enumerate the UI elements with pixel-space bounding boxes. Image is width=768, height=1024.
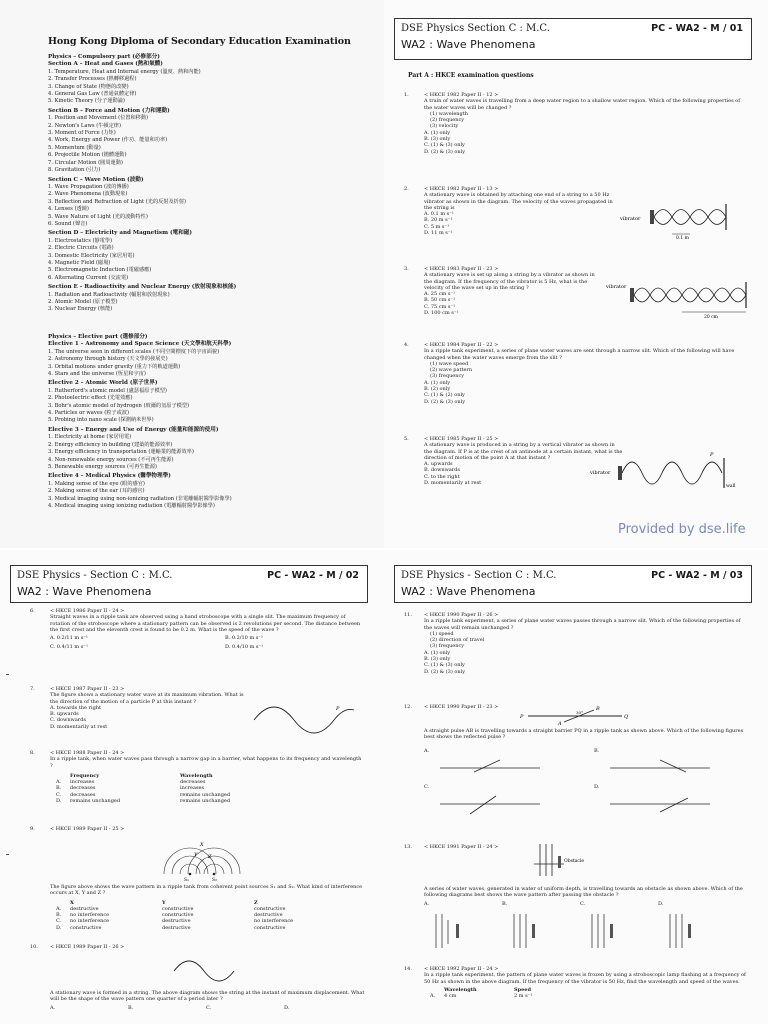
question-number: 14.: [404, 966, 412, 972]
answer-option: C. (1) & (2) only: [424, 392, 465, 399]
question-6: [30, 608, 365, 651]
elective-2-item: 2. Photoelectric effect (光電效應): [48, 395, 133, 402]
section-d-item: 3. Domestic Electricity (家居用電): [48, 252, 135, 259]
answer-option: A. 25 cm s⁻¹: [424, 291, 456, 298]
elective-4-item: 3. Medical imaging using non-ionizing radiation (非電離輻射醫學影像學): [48, 495, 232, 502]
question-number: 2.: [404, 186, 409, 192]
section-b-heading: Section B – Force and Motion (力和運動): [48, 107, 170, 114]
question-9: [30, 884, 365, 931]
compulsory-heading: Physics – Compulsory part (必修部分): [48, 54, 160, 60]
question-source: < HKCE 1983 Paper II - 23 >: [424, 266, 499, 272]
cell: no interference: [70, 912, 110, 919]
reflected-pulse: [474, 760, 500, 772]
answer-option: B. (3) only: [424, 136, 451, 143]
question-stem: In a ripple tank experiment, a series of plane water waves passes through a narrow slit. Which of the following properties of the waves will remain unchanged ?: [424, 618, 741, 631]
row-label: C.: [56, 918, 62, 925]
section-c-item: 1. Wave Propagation (波的傳播): [48, 183, 129, 190]
reflected-pulse: [660, 760, 686, 772]
row-label: B.: [56, 785, 62, 792]
question-statement: (2) frequency: [430, 117, 465, 124]
answer-option: C. 75 cm s⁻¹: [424, 303, 456, 310]
angle-label: 30°: [576, 710, 584, 715]
syllabus-compulsory: [48, 54, 368, 314]
question-statement: (2) direction of travel: [430, 637, 485, 644]
source-label: S₁: [184, 878, 189, 882]
section-a-item: 5. Kinetic Theory (分子運動論): [48, 98, 125, 105]
worksheet-page-1: [384, 0, 768, 548]
answer-option: B. 50 cm s⁻¹: [424, 297, 456, 304]
page-edge-mark: [6, 854, 9, 855]
vibrator-block: [650, 210, 654, 224]
obstacle-block: [558, 856, 561, 868]
q12-option-diagrams: [430, 754, 730, 824]
answer-option: A. (1) only: [424, 649, 451, 656]
section-a-item: 3. Change of State (物態的改變): [48, 83, 129, 90]
question-statement: (1) speed: [430, 630, 454, 637]
question-source: < HKCE 1992 Paper II - 24 >: [424, 966, 499, 972]
point-label: Q: [624, 714, 629, 720]
question-number: 11.: [404, 612, 412, 618]
section-d-item: 1. Electrostatics (靜電學): [48, 237, 113, 244]
question-source: < HKCE 1982 Paper II - 13 >: [424, 186, 499, 192]
cell: constructive: [162, 905, 194, 912]
wavefront: [204, 864, 224, 874]
string-wave: [622, 462, 722, 484]
question-statement: (1) wave speed: [430, 360, 469, 367]
answer-option: A. (1) only: [424, 129, 451, 136]
question-source: < HKCE 1991 Paper II - 24 >: [424, 844, 499, 850]
answer-option: C. 5 m s⁻¹: [424, 223, 450, 230]
elective-4-item: 2. Making sense of the ear (耳的感官): [48, 488, 145, 495]
cell: increases: [70, 779, 95, 786]
column-header: Speed: [514, 986, 531, 993]
row-label: D.: [56, 798, 62, 805]
table-row: [30, 925, 365, 931]
header-code: PC - WA2 - M / 02: [267, 570, 359, 581]
string-wave: [174, 961, 234, 981]
column-header: X: [70, 899, 74, 906]
point-label: P: [710, 452, 714, 458]
header-topic: WA2 : Wave Phenomena: [17, 585, 152, 598]
question-9-heading: [30, 826, 375, 832]
q13-option-diagrams: [430, 910, 730, 954]
elective-4-item: 1. Making sense of the eye (眼的感官): [48, 480, 145, 487]
q2-standing-wave-diagram: [620, 196, 750, 240]
answer-option: A.: [424, 900, 430, 907]
page-edge-mark: [6, 674, 9, 675]
answer-option: D.: [594, 784, 600, 790]
question-number: 1.: [404, 92, 409, 98]
cell: constructive: [254, 905, 286, 912]
question-source: < HKCE 1985 Paper II - 25 >: [424, 436, 499, 442]
question-source: < HKCE 1990 Paper II - 23 >: [424, 704, 499, 710]
elective-1-item: 1. The universe seen in different scales (不同空間標度下的宇宙面貌): [48, 348, 220, 355]
question-number: 5.: [404, 436, 409, 442]
question-source: < HKCE 1989 Paper II - 25 >: [50, 826, 125, 832]
elective-3-heading: Elective 3 – Energy and Use of Energy (能量和能源的使用): [48, 426, 219, 433]
answer-option: D. (2) & (3) only: [424, 668, 466, 675]
wave-trough-line: [634, 288, 746, 302]
question-stem: In a ripple tank, when water waves pass through a narrow gap in a barrier, what happens to its frequency and wavelength ?: [50, 756, 362, 769]
wavefront: [172, 856, 208, 874]
question-statement: (2) wave pattern: [430, 367, 473, 374]
section-c-item: 2. Wave Phenomena (波動現象): [48, 191, 128, 198]
worksheet-page-2: [0, 550, 384, 1024]
question-stem: Straight waves in a ripple tank are observed using a hand stroboscope with a single slit. The maximum frequency of rotation of the stroboscope where a stationary pattern can be observed is 2 revolutions per second. The distance between the first crest and the eleventh crest is found to be 0.2 m. What is the speed of the wave ?: [50, 614, 361, 633]
elective-heading: Physics – Elective part (選修部分): [48, 334, 148, 340]
wavefront: [164, 848, 216, 874]
page-header: [10, 565, 368, 603]
section-c-item: 6. Sound (聲音): [48, 220, 88, 227]
question-12: [404, 728, 749, 741]
answer-option: C.: [580, 900, 586, 907]
question-13: [404, 886, 749, 907]
answer-option: B.: [594, 748, 600, 754]
question-statement: (3) frequency: [430, 373, 465, 380]
question-number: 13.: [404, 844, 412, 850]
question-2: [404, 186, 614, 236]
section-b-item: 8. Gravitation (引力): [48, 167, 101, 174]
question-number: 7.: [30, 686, 35, 692]
question-source: < HKCE 1990 Paper II - 26 >: [424, 612, 499, 618]
question-number: 10.: [30, 944, 38, 950]
dimension-label: 0.1 m: [676, 236, 689, 240]
elective-4-heading: Elective 4 – Medical Physics (醫學物理學): [48, 473, 171, 480]
section-e-item: 1. Radiation and Radioactivity (輻射和放射現象): [48, 291, 170, 298]
question-source: < HKCE 1988 Paper II - 24 >: [50, 750, 125, 756]
elective-1-heading: Elective 1 – Astronomy and Space Science (天文學和航天科學): [48, 341, 232, 348]
section-e-heading: Section E – Radioactivity and Nuclear Energy (放射現象和核能): [48, 284, 237, 291]
cell: 4 cm: [444, 993, 457, 1000]
question-stem: A straight pulse AB is travelling towards a straight barrier PQ in a ripple tank as shown above. Which of the following figures best shows the reflected pulse ?: [424, 728, 744, 741]
point-label: Y: [194, 852, 198, 858]
elective-3-item: 5. Renewable energy sources (可再生能源): [48, 463, 157, 470]
elective-1-item: 3. Orbital motions under gravity (重力下的軌道運動): [48, 363, 181, 370]
elective-2-item: 4. Particles or waves (粒子或波): [48, 410, 130, 417]
answer-option: D. momentarily at rest: [424, 480, 482, 487]
cell: 2 m s⁻¹: [514, 993, 533, 1000]
row-label: A.: [430, 993, 436, 1000]
obstacle-block: [610, 924, 613, 938]
answer-option: A. 0.2/11 m s⁻¹: [50, 635, 88, 642]
section-b-item: 7. Circular Motion (圓周運動): [48, 159, 123, 166]
answer-option: D.: [658, 900, 664, 907]
elective-3-item: 2. Energy efficiency in building (建築的能源效率): [48, 441, 173, 448]
cell: no interference: [70, 918, 110, 925]
question-stem: A stationary wave is set up along a string by a vibrator as shown in the diagram. If the frequency of the vibrator is 5 Hz, what is the velocity of the wave set up in the string ?: [424, 272, 595, 291]
question-statement: (3) frequency: [430, 643, 465, 650]
source-s2: [213, 873, 216, 876]
cell: constructive: [162, 912, 194, 919]
elective-1-item: 4. Stars and the universe (恆星和宇宙): [48, 371, 146, 378]
elective-2-item: 3. Bohr's atomic model of hydrogen (玻爾的氫原子模型): [48, 402, 190, 409]
answer-option: B. (3) only: [424, 656, 451, 663]
question-statement: (1) wavelength: [430, 110, 468, 117]
point-label: P: [520, 714, 524, 720]
question-number: 9.: [30, 826, 35, 832]
column-header: Y: [162, 899, 166, 906]
point-label: A: [558, 721, 562, 726]
elective-2-item: 1. Rutherford's atomic model (盧瑟福原子模型): [48, 387, 167, 394]
elective-4-item: 4. Medical imaging using ionizing radiation (電離輻射醫學影像學): [48, 502, 215, 509]
section-a-item: 2. Transfer Processes (熱轉移過程): [48, 76, 137, 83]
answer-option: C.: [206, 1004, 212, 1011]
cell: decreases: [180, 779, 206, 786]
section-d-heading: Section D – Electricity and Magnetism (電和磁): [48, 230, 193, 237]
section-b-item: 5. Momentum (動量): [48, 144, 101, 151]
question-number: 8.: [30, 750, 35, 756]
wavefront: [196, 856, 232, 874]
point-label: B: [596, 706, 600, 712]
section-e-item: 3. Nuclear Energy (核能): [48, 306, 113, 313]
column-header: Z: [254, 899, 258, 906]
answer-option: B. (2) only: [424, 386, 451, 393]
cell: remains unchanged: [180, 791, 231, 798]
reflected-pulse: [660, 798, 688, 812]
question-10: [30, 990, 365, 1011]
question-stem: A stationary wave is produced in a string by a vertical vibrator as shown in the diagram. If P is at the crest of an antinode at a certain instant, what is the direction of motion of the point A at that instant ?: [424, 442, 623, 461]
answer-option: A. upwards: [424, 461, 453, 468]
cell: decreases: [70, 785, 96, 792]
elective-3-item: 3. Energy efficiency in transportation (運輸業的能源效率): [48, 449, 194, 456]
section-b-item: 2. Newton's Laws (牛頓定律): [48, 122, 122, 129]
section-d-item: 4. Magnetic Field (磁場): [48, 259, 111, 266]
answer-option: B.: [128, 1004, 134, 1011]
q9-interference-diagram: [150, 834, 260, 882]
header-topic: WA2 : Wave Phenomena: [401, 38, 536, 51]
part-a-heading: Part A : HKCE examination questions: [408, 72, 534, 79]
question-7: [30, 686, 250, 730]
vibrator-label: vibrator: [590, 470, 611, 476]
row-label: B.: [56, 912, 62, 919]
wave-crest-line: [634, 288, 746, 302]
question-stem: The figure above shows the wave pattern in a ripple tank from coherent point sources S₁ and S₂. What kind of interference occurs at X, Y and Z ?: [50, 884, 363, 897]
point-label: P: [336, 706, 340, 712]
header-course: DSE Physics - Section C : M.C.: [17, 570, 173, 581]
cell: decreases: [70, 791, 96, 798]
section-c-item: 5. Wave Nature of Light (光的波動特性): [48, 213, 148, 220]
section-d-item: 2. Electric Circuits (電路): [48, 245, 114, 252]
answer-option: A. 0.1 m s⁻¹: [424, 211, 454, 218]
q5-wave-diagram: [590, 440, 740, 494]
cell: remains unchanged: [70, 798, 121, 805]
section-b-item: 4. Work, Energy and Power (作功、能量和功率): [48, 137, 168, 144]
question-stem: A stationary wave is obtained by attaching one end of a string to a 50 Hz vibrator as shown in the diagram. The velocity of the waves propagated in the string is: [424, 192, 613, 211]
question-number: 6.: [30, 608, 35, 614]
answer-option: D. momentarily at rest: [50, 723, 108, 730]
vibrator-label: vibrator: [606, 284, 627, 290]
answer-option: D. 100 cm s⁻¹: [424, 310, 459, 317]
cell: constructive: [254, 924, 286, 931]
row-label: A.: [56, 905, 62, 912]
elective-1-item: 2. Astronomy through history (天文學的發展史): [48, 356, 168, 363]
question-number: 3.: [404, 266, 409, 272]
syllabus-elective: [48, 334, 368, 510]
obstacle-block: [532, 924, 535, 938]
answer-option: C. downwards: [50, 717, 86, 724]
question-number: 12.: [404, 704, 412, 710]
answer-option: B. 20 m s⁻¹: [424, 217, 453, 224]
question-source: < HKCE 1982 Paper II - 12 >: [424, 92, 499, 98]
row-label: D.: [56, 924, 62, 931]
elective-2-heading: Elective 2 – Atomic World (原子世界): [48, 380, 158, 387]
dimension-label: 20 cm: [704, 315, 718, 320]
answer-option: D. 11 m s⁻¹: [424, 230, 453, 237]
section-a-item: 1. Temperature, Heat and Internal energy (溫度、熱和內能): [48, 68, 201, 75]
answer-option: B. 0.2/10 m s⁻¹: [225, 635, 263, 642]
answer-option: C.: [424, 784, 430, 790]
answer-option: B. upwards: [50, 711, 79, 718]
answer-option: B. downwards: [424, 467, 460, 474]
table-row: [30, 798, 365, 804]
header-code: PC - WA2 - M / 01: [651, 23, 743, 34]
question-10-heading: [30, 944, 375, 950]
elective-3-item: 1. Electricity at home (家居用電): [48, 434, 132, 441]
point-label: Z: [208, 854, 212, 860]
section-c-item: 3. Reflection and Refraction of Light (光的反射及折射): [48, 198, 187, 205]
cell: destructive: [162, 924, 191, 931]
obstacle-block: [456, 924, 459, 938]
cell: remains unchanged: [180, 798, 231, 805]
header-course: DSE Physics Section C : M.C.: [401, 23, 550, 34]
source-watermark: Provided by dse.life: [618, 522, 746, 537]
cell: increases: [180, 785, 205, 792]
q7-wave-diagram: [250, 696, 370, 740]
answer-option: A. towards the right: [50, 704, 102, 711]
question-4: [404, 342, 749, 405]
question-stem: In a ripple tank experiment, the pattern of plane water waves is frozen by using a stroboscopic lamp flashing at a frequency of 50 Hz as shown in the above diagram. If the frequency of the vibrator is 50 Hz, find the wavelength and speed of the waves.: [424, 972, 746, 985]
table-row: [404, 993, 749, 999]
header-topic: WA2 : Wave Phenomena: [401, 585, 536, 598]
section-d-item: 5. Electromagnetic Induction (電磁感應): [48, 267, 152, 274]
header-code: PC - WA2 - M / 03: [651, 570, 743, 581]
question-stem: The figure shows a stationary water wave at its maximum vibration. What is the direction of the motion of a particle P at this instant ?: [50, 692, 244, 705]
question-source: < HKCE 1989 Paper II - 26 >: [50, 944, 125, 950]
obstacle-block: [688, 924, 691, 938]
section-c-heading: Section C – Wave Motion (波動): [48, 176, 144, 183]
question-number: 4.: [404, 342, 409, 348]
vibrator-label: vibrator: [620, 216, 641, 222]
answer-option: A. (1) only: [424, 379, 451, 386]
q3-standing-wave-diagram: [606, 276, 756, 320]
cell: destructive: [162, 918, 191, 925]
cell: destructive: [254, 912, 283, 919]
wave-trough-line: [654, 210, 726, 225]
header-course: DSE Physics - Section C : M.C.: [401, 570, 557, 581]
question-stem: A stationary wave is formed in a string. The above diagram shows the string at the instant of maximum displacement. What will be the shape of the wave pattern one quarter of a period later ?: [50, 990, 365, 1003]
vibrator-block: [618, 466, 622, 480]
section-e-item: 2. Atomic Model (原子模型): [48, 299, 118, 305]
source-label: S₂: [212, 878, 217, 882]
syllabus-title: Hong Kong Diploma of Secondary Education Examination: [48, 36, 351, 47]
question-11: [404, 612, 749, 675]
answer-option: A.: [50, 1004, 56, 1011]
q12-barrier-diagram: [514, 704, 634, 726]
page-header: [394, 565, 752, 603]
column-header: Wavelength: [180, 772, 213, 779]
syllabus-page: [0, 0, 384, 548]
vibrator-block: [630, 288, 634, 302]
row-label: C.: [56, 791, 62, 798]
question-source: < HKCE 1986 Paper II - 24 >: [50, 608, 125, 614]
section-b-item: 1. Position and Movement (位置和移動): [48, 115, 149, 122]
answer-option: D.: [284, 1004, 290, 1011]
section-c-item: 4. Lenses (透鏡): [48, 206, 89, 213]
answer-option: D. (2) & (3) only: [424, 398, 466, 405]
row-label: A.: [56, 779, 62, 786]
answer-option: C. to the right: [424, 473, 460, 480]
answer-option: B.: [502, 900, 508, 907]
elective-3-item: 4. Non-renewable energy sources (不可再生能源): [48, 456, 174, 463]
obstacle-label: Obstacle: [564, 859, 584, 864]
question-14: [404, 966, 749, 999]
section-a-item: 4. General Gas Law (普通氣體定律): [48, 91, 137, 98]
question-8: [30, 750, 365, 804]
wall-label: wall: [726, 484, 736, 489]
answer-option: C. (1) & (3) only: [424, 142, 465, 149]
answer-option: A.: [424, 748, 430, 754]
point-label: X: [200, 842, 204, 848]
question-stem: In a ripple tank experiment, a series of plane water waves are sent through a narrow slit. Which of the following will have changed when the water waves emerge from the slit ?: [424, 348, 735, 361]
q10-string-diagram: [170, 954, 240, 988]
answer-option: D. (2) & (3) only: [424, 148, 466, 155]
cell: destructive: [70, 905, 99, 912]
section-a-heading: Section A – Heat and Gases (熱和氣體): [48, 61, 163, 68]
question-stem: A series of water waves, generated in water of uniform depth, is travelling towards an obstacle as shown above. Which of the following diagrams best shows the wave pattern after passing the obstacle ?: [424, 886, 743, 899]
cell: constructive: [70, 924, 102, 931]
question-source: < HKCE 1984 Paper II - 22 >: [424, 342, 499, 348]
reflected-pulse: [470, 796, 496, 814]
question-source: < HKCE 1987 Paper II - 23 >: [50, 686, 125, 692]
worksheet-page-3: [384, 550, 768, 1024]
answer-option: D. 0.4/10 m s⁻¹: [225, 644, 264, 651]
section-b-item: 3. Moment of Force (力矩): [48, 130, 116, 137]
question-statement: (3) velocity: [430, 123, 459, 130]
page-header: [394, 18, 752, 60]
section-d-item: 6. Alternating Current (交流電): [48, 274, 129, 281]
elective-2-item: 5. Probing into nano scale (探測納米世界): [48, 417, 154, 424]
answer-option: C. 0.4/11 m s⁻¹: [50, 644, 88, 651]
column-header: Wavelength: [444, 986, 477, 993]
q13-obstacle-diagram: [532, 842, 602, 882]
column-header: Frequency: [70, 772, 100, 779]
cell: no interference: [254, 918, 294, 925]
question-stem: A train of water waves is travelling from a deep water region to a shallow water region. Which of the following properties of the water waves will be changed ?: [424, 98, 741, 111]
wavefront: [180, 864, 200, 874]
answer-option: C. (1) & (3) only: [424, 662, 465, 669]
question-3: [404, 266, 604, 316]
question-1: [404, 92, 749, 155]
section-b-item: 6. Projectile Motion (拋體運動): [48, 152, 127, 159]
source-s1: [189, 873, 192, 876]
